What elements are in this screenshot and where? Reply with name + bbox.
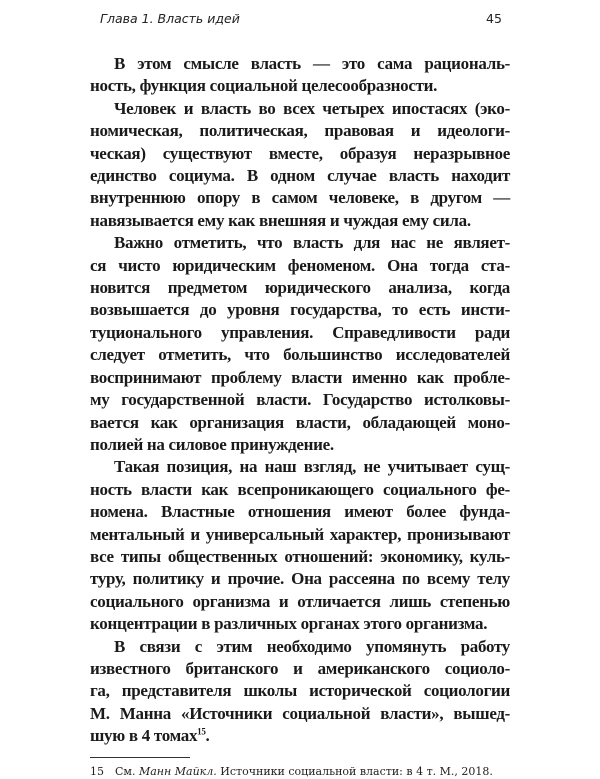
page-content — [90, 53, 510, 779]
footnote-divider — [90, 757, 190, 758]
footnote — [90, 764, 510, 779]
text-line — [90, 456, 510, 478]
text-line — [90, 591, 510, 613]
text-line — [90, 120, 510, 142]
text-line — [90, 299, 510, 321]
text-line — [90, 524, 510, 546]
text-line — [90, 165, 510, 187]
text-line — [90, 75, 510, 97]
text-line — [90, 53, 510, 75]
body-text — [90, 53, 510, 748]
text-line — [90, 613, 510, 635]
text-line — [90, 725, 510, 747]
line-text: му государственной власти. Государство истолковы- — [90, 390, 510, 410]
line-end: . — [205, 726, 210, 746]
text-line — [90, 568, 510, 590]
line-text: воспринимают проблему власти именно как пробле- — [90, 367, 510, 387]
line-text: В этом смысле власть — это сама рациональ- — [114, 54, 510, 73]
text-line — [90, 322, 510, 344]
line-text: Такая позиция, на наш взгляд, не учитывает сущ- — [114, 457, 510, 477]
line-text: Человек и власть во всех четырех ипостасях (эко- — [114, 98, 510, 118]
footnote-number: 15 — [90, 764, 104, 778]
footnote-author: Манн Майкл. — [138, 764, 217, 778]
text-line — [90, 232, 510, 254]
text-line — [90, 658, 510, 680]
line-text: га, представителя школы исторической социологии — [90, 681, 510, 701]
line-text: ся чисто юридическим феноменом. Она тогда ста- — [90, 255, 510, 275]
paragraph — [90, 232, 510, 456]
text-line — [90, 434, 510, 456]
text-line — [90, 703, 510, 725]
line-text: внутреннюю опору в самом человеке, в другом — — [90, 188, 510, 208]
text-line — [90, 277, 510, 299]
line-text: ность, функция социальной целесообразности. — [90, 76, 438, 96]
text-line — [90, 389, 510, 411]
line-text: ческая) существуют вместе, образуя неразрывное — [90, 143, 510, 163]
footnote-citation: Источники социальной власти: в 4 т. М., 2018. — [216, 764, 493, 778]
text-line — [90, 210, 510, 232]
paragraph — [90, 98, 510, 232]
text-line — [90, 412, 510, 434]
text-line — [90, 636, 510, 658]
text-line — [90, 546, 510, 568]
paragraph — [90, 636, 510, 748]
text-line — [90, 187, 510, 209]
paragraph — [90, 456, 510, 635]
paragraph — [90, 53, 510, 98]
text-line — [90, 143, 510, 165]
line-text: ность власти как всепроникающего социального фе- — [90, 479, 510, 499]
text-line — [90, 255, 510, 277]
line-text: навязывается ему как внешняя и чуждая ему сила. — [90, 210, 471, 230]
line-text: все типы общественных отношений: экономику, куль- — [90, 546, 510, 566]
line-text: возвышается до уровня государства, то есть инсти- — [90, 300, 510, 320]
line-text: концентрации в различных органах этого организма. — [90, 614, 488, 634]
line-text: вается как организация власти, обладающей моно- — [90, 412, 510, 432]
line-text: Важно отметить, что власть для нас не являет- — [114, 233, 510, 253]
text-line — [90, 98, 510, 120]
line-text: следует отметить, что большинство исследователей — [90, 345, 510, 365]
text-line — [90, 501, 510, 523]
line-text: М. Манна «Источники социальной власти», вышед- — [90, 703, 510, 723]
line-text: туционального управления. Справедливости ради — [90, 322, 510, 342]
line-text: известного британского и американского социоло- — [90, 658, 510, 678]
text-line — [90, 479, 510, 501]
line-text: номена. Властные отношения имеют более фунда- — [90, 502, 510, 522]
line-text: ментальный и универсальный характер, пронизывают — [90, 524, 510, 544]
line-text: номическая, политическая, правовая и идеологи- — [90, 121, 510, 141]
footnote-prefix: См. — [115, 764, 139, 778]
line-text: новится предметом юридического анализа, когда — [90, 278, 510, 298]
line-text: шую в 4 томах — [90, 726, 198, 746]
text-line — [90, 680, 510, 702]
line-text: туру, политику и прочие. Она рассеяна по всему телу — [90, 569, 510, 589]
line-text: социального организма и отличается лишь степенью — [90, 591, 510, 611]
text-line — [90, 367, 510, 389]
text-line — [90, 344, 510, 366]
footnote-reference[interactable]: 15 — [197, 726, 206, 737]
page-number: 45 — [486, 11, 502, 26]
line-text: полией на силовое принуждение. — [90, 434, 334, 454]
running-header: Глава 1. Власть идей — [100, 11, 240, 26]
line-text: В связи с этим необходимо упомянуть работу — [114, 636, 510, 656]
line-text: единство социума. В одном случае власть находит — [90, 166, 510, 186]
